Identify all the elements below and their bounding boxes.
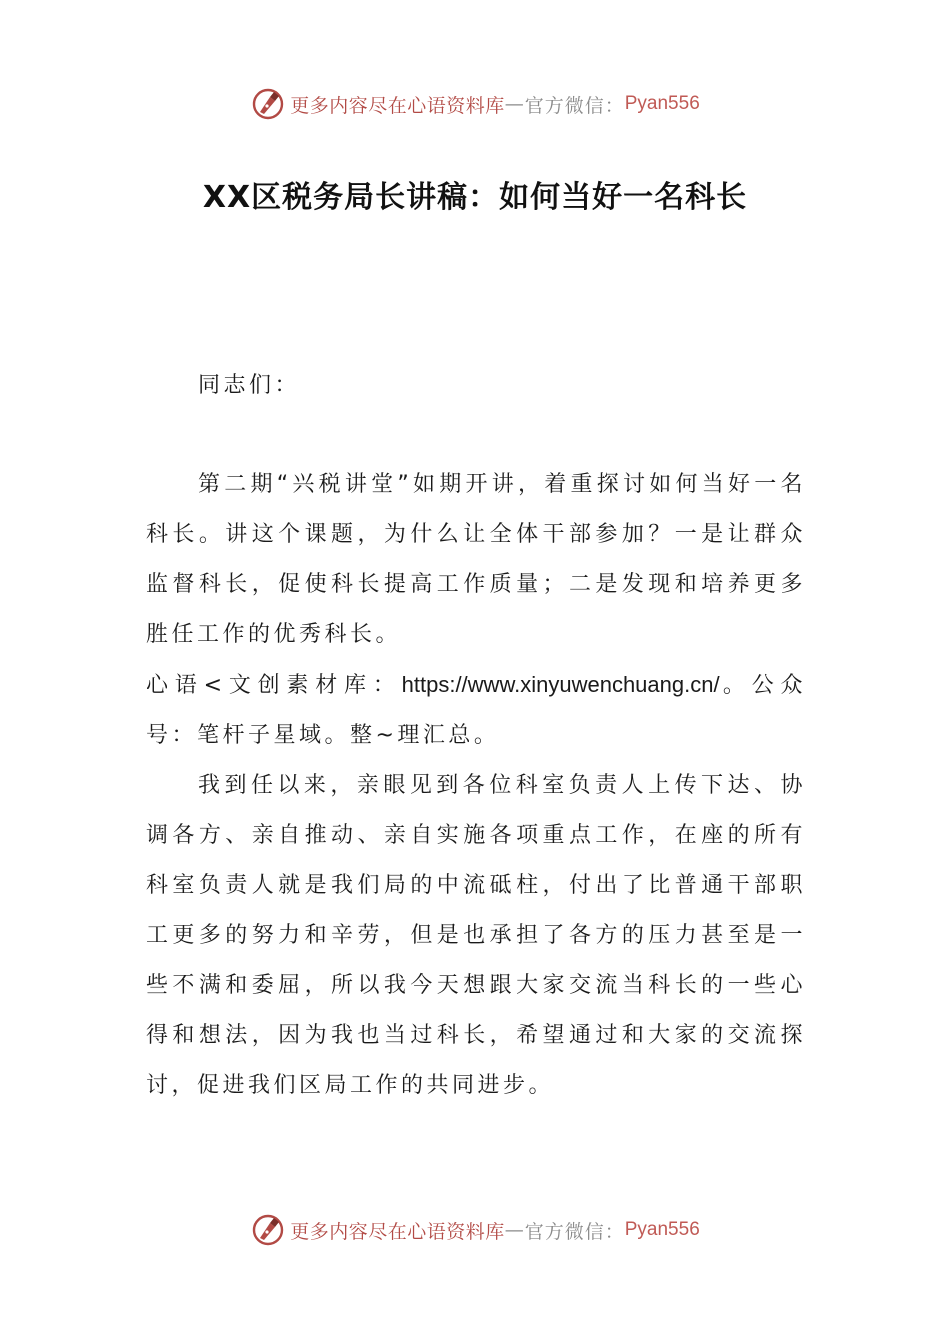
- salutation-block: [146, 361, 806, 411]
- banner-dash: —: [504, 1219, 525, 1241]
- source-note-prefix: 心语<文创素材库：: [146, 673, 402, 698]
- paragraph-intro: 第二期“兴税讲堂”如期开讲，着重探讨如何当好一名科长。讲这个课题，为什么让全体干部参加？一是让群众监督科长，促使科长提高工作质量；二是发现和培养更多胜任工作的优秀科长。: [146, 472, 806, 647]
- source-note-suffix: 。公众号：笔杆子星域。整~理汇总。: [146, 673, 806, 748]
- banner-contact-id: Pyan556: [624, 93, 700, 114]
- banner-contact-label: 官方微信：: [524, 94, 625, 117]
- header-banner: [0, 82, 950, 126]
- paragraph-main: 我到任以来，亲眼见到各位科室负责人上传下达、协调各方、亲自推动、亲自实施各项重点工作，在座的所有科室负责人就是我们局的中流砥柱，付出了比普通干部职工更多的努力和辛劳，但是也承担了各方的压力甚至是一些不满和委屈，所以我今天想跟大家交流当科长的一些心得和想法，因为我也当过科长，希望通过和大家的交流探讨，促进我们区局工作的共同进步。: [146, 773, 806, 1098]
- banner-dash: —: [504, 93, 525, 115]
- document-body: [146, 460, 806, 1111]
- banner-brand-text: 更多内容尽在心语资料库: [290, 94, 505, 117]
- salutation: 同志们：: [198, 373, 301, 398]
- footer-banner: [0, 1208, 950, 1252]
- pen-nib-logo-icon: [250, 86, 286, 122]
- banner-contact-id: Pyan556: [624, 1219, 700, 1240]
- source-note: [146, 660, 806, 761]
- document-title: XX区税务局长讲稿：如何当好一名科长: [202, 180, 748, 215]
- banner-contact-label: 官方微信：: [524, 1220, 625, 1243]
- pen-nib-logo-icon: [250, 1212, 286, 1248]
- banner-brand-text: 更多内容尽在心语资料库: [290, 1220, 505, 1243]
- source-url-link[interactable]: https://www.xinyuwenchuang.cn/: [401, 672, 720, 697]
